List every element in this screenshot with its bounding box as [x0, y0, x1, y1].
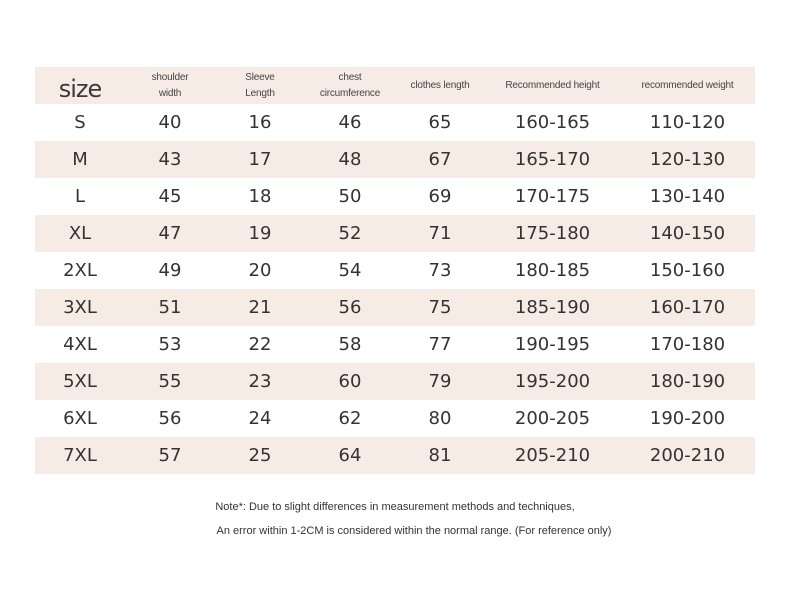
cell-length: 65: [428, 112, 452, 133]
cell-length: 80: [428, 408, 452, 429]
table-row: [35, 215, 755, 252]
table-row: [35, 104, 755, 141]
table-row: [35, 326, 755, 363]
cell-height: 165-170: [514, 149, 591, 170]
cell-size: 2XL: [63, 260, 97, 281]
header-size: [35, 67, 125, 104]
header-chest-line2: circumference: [319, 87, 381, 99]
cell-sleeve: 25: [248, 445, 272, 466]
header-chest-line1: chest: [338, 71, 362, 83]
cell-chest: 48: [338, 149, 362, 170]
cell-shoulder: 53: [158, 334, 182, 355]
cell-height: 205-210: [514, 445, 591, 466]
table-row: [35, 252, 755, 289]
size-chart-table: [35, 67, 755, 474]
cell-length: 79: [428, 371, 452, 392]
cell-sleeve: 19: [248, 223, 272, 244]
header-shoulder-line2: width: [158, 87, 182, 99]
cell-weight: 110-120: [649, 112, 726, 133]
cell-weight: 180-190: [649, 371, 726, 392]
cell-weight: 130-140: [649, 186, 726, 207]
cell-chest: 46: [338, 112, 362, 133]
table-body: [35, 104, 755, 474]
cell-weight: 190-200: [649, 408, 726, 429]
cell-chest: 60: [338, 371, 362, 392]
header-length-line1: clothes length: [410, 79, 470, 91]
cell-sleeve: 16: [248, 112, 272, 133]
cell-sleeve: 18: [248, 186, 272, 207]
cell-size: 3XL: [63, 297, 97, 318]
cell-length: 71: [428, 223, 452, 244]
cell-shoulder: 55: [158, 371, 182, 392]
cell-weight: 170-180: [649, 334, 726, 355]
header-recommended-height: [485, 67, 620, 104]
error-range-note: An error within 1-2CM is considered within the normal range. (For reference only): [216, 525, 612, 537]
cell-height: 175-180: [514, 223, 591, 244]
cell-length: 73: [428, 260, 452, 281]
cell-weight: 150-160: [649, 260, 726, 281]
table-row: [35, 363, 755, 400]
cell-chest: 64: [338, 445, 362, 466]
table-row: [35, 437, 755, 474]
cell-shoulder: 57: [158, 445, 182, 466]
cell-size: XL: [68, 223, 92, 244]
table-row: [35, 178, 755, 215]
cell-shoulder: 40: [158, 112, 182, 133]
cell-sleeve: 20: [248, 260, 272, 281]
table-row: [35, 141, 755, 178]
cell-chest: 56: [338, 297, 362, 318]
cell-sleeve: 17: [248, 149, 272, 170]
cell-height: 195-200: [514, 371, 591, 392]
cell-length: 75: [428, 297, 452, 318]
cell-shoulder: 47: [158, 223, 182, 244]
cell-chest: 50: [338, 186, 362, 207]
header-shoulder-line1: shoulder: [151, 71, 189, 83]
cell-sleeve: 23: [248, 371, 272, 392]
cell-height: 160-165: [514, 112, 591, 133]
table-row: [35, 289, 755, 326]
cell-shoulder: 56: [158, 408, 182, 429]
cell-height: 170-175: [514, 186, 591, 207]
header-weight-line1: recommended weight: [641, 79, 734, 91]
cell-size: 4XL: [63, 334, 97, 355]
cell-length: 67: [428, 149, 452, 170]
cell-weight: 120-130: [649, 149, 726, 170]
header-sleeve-line1: Sleeve: [245, 71, 275, 83]
cell-height: 180-185: [514, 260, 591, 281]
header-recommended-weight: [620, 67, 755, 104]
cell-length: 77: [428, 334, 452, 355]
header-clothes-length: [395, 67, 485, 104]
header-sleeve-line2: Length: [245, 87, 275, 99]
cell-height: 200-205: [514, 408, 591, 429]
cell-size: 5XL: [63, 371, 97, 392]
cell-size: M: [72, 149, 88, 170]
cell-height: 185-190: [514, 297, 591, 318]
header-height-line1: Recommended height: [505, 79, 600, 91]
cell-length: 69: [428, 186, 452, 207]
cell-chest: 58: [338, 334, 362, 355]
cell-chest: 62: [338, 408, 362, 429]
cell-size: 7XL: [63, 445, 97, 466]
cell-length: 81: [428, 445, 452, 466]
header-chest-circumference: [305, 67, 395, 104]
measurement-note: Note*: Due to slight differences in measurement methods and techniques,: [215, 501, 575, 513]
cell-shoulder: 51: [158, 297, 182, 318]
cell-height: 190-195: [514, 334, 591, 355]
header-shoulder-width: [125, 67, 215, 104]
cell-size: 6XL: [63, 408, 97, 429]
header-sleeve-length: [215, 67, 305, 104]
cell-sleeve: 22: [248, 334, 272, 355]
table-row: [35, 400, 755, 437]
cell-shoulder: 45: [158, 186, 182, 207]
cell-size: S: [74, 112, 86, 133]
cell-weight: 140-150: [649, 223, 726, 244]
cell-sleeve: 24: [248, 408, 272, 429]
cell-weight: 160-170: [649, 297, 726, 318]
cell-sleeve: 21: [248, 297, 272, 318]
cell-chest: 52: [338, 223, 362, 244]
cell-size: L: [74, 186, 86, 207]
cell-shoulder: 49: [158, 260, 182, 281]
table-header: [35, 67, 755, 104]
header-row: [35, 67, 755, 104]
header-size-label: size: [58, 74, 102, 103]
cell-weight: 200-210: [649, 445, 726, 466]
cell-chest: 54: [338, 260, 362, 281]
cell-shoulder: 43: [158, 149, 182, 170]
